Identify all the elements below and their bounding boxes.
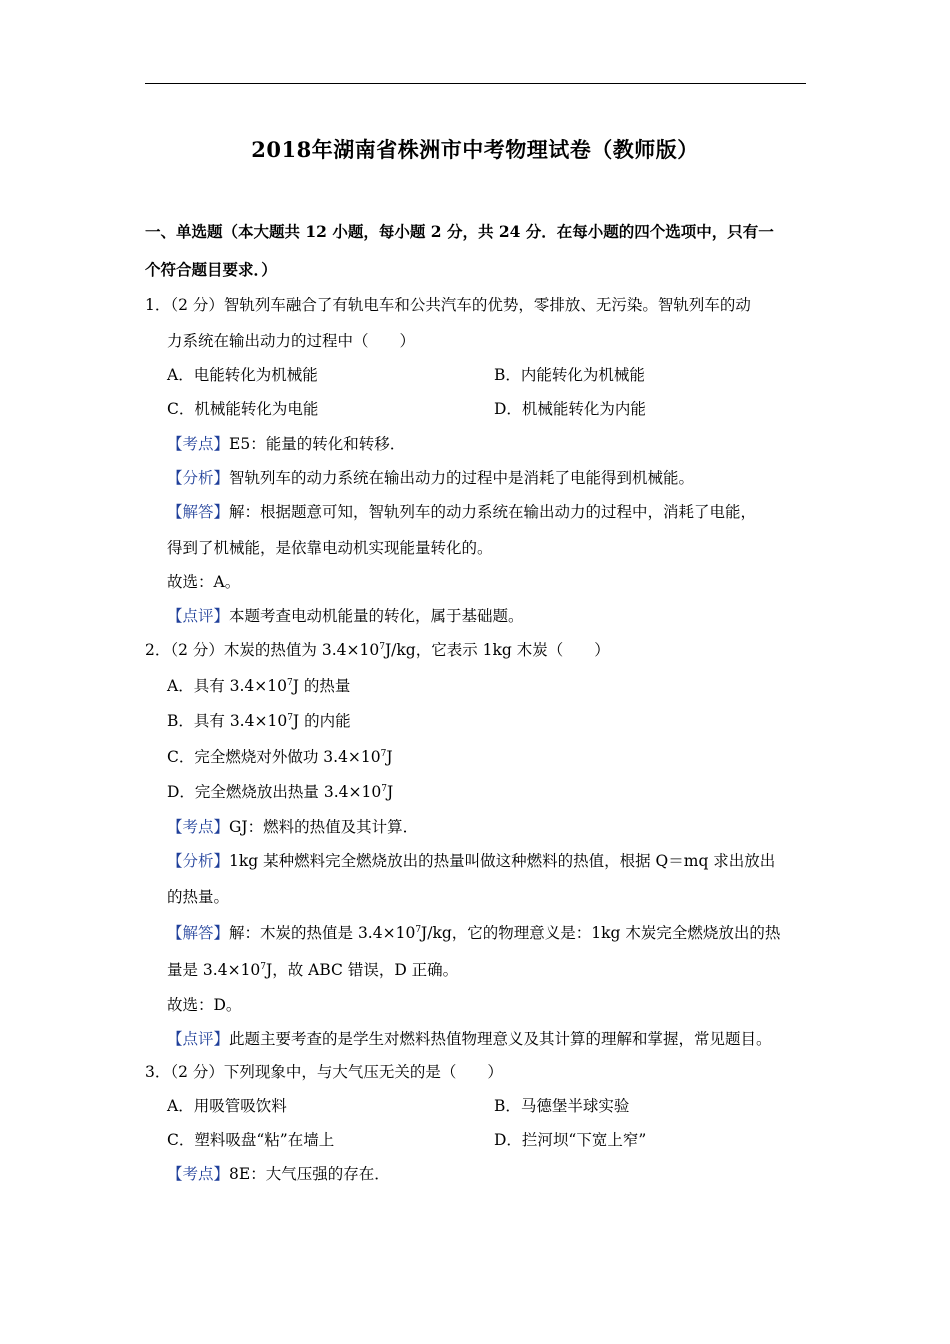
q2-stem-text-end: J/kg，它表示 1kg 木炭（ ） [384, 641, 610, 659]
q1-fenxi-text: 智轨列车的动力系统在输出动力的过程中是消耗了电能得到机械能。 [229, 469, 695, 487]
q2-dianping-text: 此题主要考查的是学生对燃料热值物理意义及其计算的理解和掌握，常见题目。 [229, 1030, 772, 1048]
q1-dianping-text: 本题考查电动机能量的转化，属于基础题。 [229, 607, 524, 625]
kaodian-tag: 【考点】 [167, 1165, 230, 1183]
q2-option-c-text-end: J [386, 748, 393, 766]
q1-option-d: D．机械能转化为内能 [494, 400, 646, 418]
fenxi-tag: 【分析】 [167, 469, 230, 487]
q1-fenxi [167, 468, 694, 488]
q1-dianping [167, 606, 524, 626]
q2-option-b-exponent: 7 [287, 713, 293, 723]
q2-answer: 故选：D。 [167, 996, 242, 1014]
q1-jieda-text: 解：根据题意可知，智轨列车的动力系统在输出动力的过程中，消耗了电能， [229, 503, 757, 521]
q2-jieda-exponent: 7 [415, 925, 422, 935]
kaodian-tag: 【考点】 [167, 818, 230, 836]
q1-stem-line2: 力系统在输出动力的过程中（ ） [167, 332, 416, 350]
q2-option-d [167, 782, 393, 802]
q3-option-d: D．拦河坝“下宽上窄” [494, 1131, 647, 1149]
q2-option-b-text-end: J 的内能 [292, 712, 351, 730]
jieda-tag: 【解答】 [167, 924, 230, 942]
q2-option-a [167, 676, 350, 696]
q1-jieda-line2: 得到了机械能，是依靠电动机实现能量转化的。 [167, 539, 493, 557]
dianping-tag: 【点评】 [167, 607, 230, 625]
q2-fenxi-line1 [167, 851, 775, 871]
q2-jieda2-text: 量是 3.4×10 [167, 961, 261, 979]
fenxi-tag: 【分析】 [167, 852, 230, 870]
q1-option-b: B．内能转化为机械能 [494, 366, 645, 384]
q2-jieda-line1 [167, 923, 780, 943]
q2-option-a-text: A．具有 3.4×10 [167, 677, 287, 695]
q3-number: 3． [145, 1063, 171, 1081]
q1-kaodian-text: E5：能量的转化和转移． [229, 435, 406, 453]
q2-jieda-text-end: J/kg，它的物理意义是：1kg 木炭完全燃烧放出的热 [421, 924, 781, 942]
q1-stem-text: （2 分）智轨列车融合了有轨电车和公共汽车的优势，零排放、无污染。智轨列车的动 [170, 296, 751, 314]
q2-dianping [167, 1029, 772, 1049]
kaodian-tag: 【考点】 [167, 435, 230, 453]
q1-option-c: C．机械能转化为电能 [167, 400, 319, 418]
q1-option-a: A．电能转化为机械能 [167, 366, 318, 384]
q2-stem-exponent: 7 [379, 642, 385, 652]
q2-option-c-text: C．完全燃烧对外做功 3.4×10 [167, 748, 381, 766]
q2-kaodian [167, 817, 418, 837]
q3-stem [145, 1062, 503, 1082]
q2-option-b [167, 711, 351, 731]
q3-stem-text: （2 分）下列现象中，与大气压无关的是（ ） [170, 1063, 503, 1081]
q1-stem-line1 [145, 295, 751, 315]
q2-option-d-text-end: J [386, 783, 394, 801]
q3-option-c: C．塑料吸盘“粘”在墙上 [167, 1131, 335, 1149]
q2-kaodian-text: GJ：燃料的热值及其计算． [229, 818, 419, 836]
q2-option-d-exponent: 7 [381, 784, 387, 794]
q2-fenxi-line2: 的热量。 [167, 888, 230, 906]
section-heading-line2: 个符合题目要求．） [145, 260, 277, 279]
q3-kaodian [167, 1164, 390, 1184]
jieda-tag: 【解答】 [167, 503, 230, 521]
q2-option-c-exponent: 7 [380, 749, 387, 759]
q1-number: 1． [145, 296, 171, 314]
q2-jieda2-text-end: J，故 ABC 错误，D 正确。 [266, 961, 459, 979]
q2-jieda2-exponent: 7 [260, 962, 267, 972]
q1-answer: 故选：A。 [167, 573, 241, 591]
q3-option-b: B．马德堡半球实验 [494, 1097, 630, 1115]
header-rule [145, 83, 806, 84]
q2-fenxi-text: 1kg 某种燃料完全燃烧放出的热量叫做这种燃料的热值，根据 Q＝mq 求出放出 [229, 852, 776, 870]
q2-option-d-text: D．完全燃烧放出热量 3.4×10 [167, 783, 382, 801]
q2-stem-text: （2 分）木炭的热值为 3.4×10 [170, 641, 380, 659]
q2-number: 2． [145, 641, 171, 659]
page-title: 2018年湖南省株洲市中考物理试卷（教师版） [251, 137, 699, 162]
q2-option-b-text: B．具有 3.4×10 [167, 712, 288, 730]
q1-jieda-line1 [167, 502, 756, 522]
q2-option-c [167, 747, 393, 767]
q3-option-a: A．用吸管吸饮料 [167, 1097, 287, 1115]
q3-kaodian-text: 8E：大气压强的存在． [229, 1165, 390, 1183]
q2-jieda-text: 解：木炭的热值是 3.4×10 [229, 924, 416, 942]
section-heading-line1: 一、单选题（本大题共 12 小题，每小题 2 分，共 24 分．在每小题的四个选项中，只有一 [145, 222, 774, 241]
q2-option-a-text-end: J 的热量 [292, 677, 351, 695]
q1-kaodian [167, 434, 405, 454]
q2-option-a-exponent: 7 [286, 678, 293, 688]
q2-stem [145, 640, 610, 660]
q2-jieda-line2 [167, 960, 458, 980]
dianping-tag: 【点评】 [167, 1030, 230, 1048]
